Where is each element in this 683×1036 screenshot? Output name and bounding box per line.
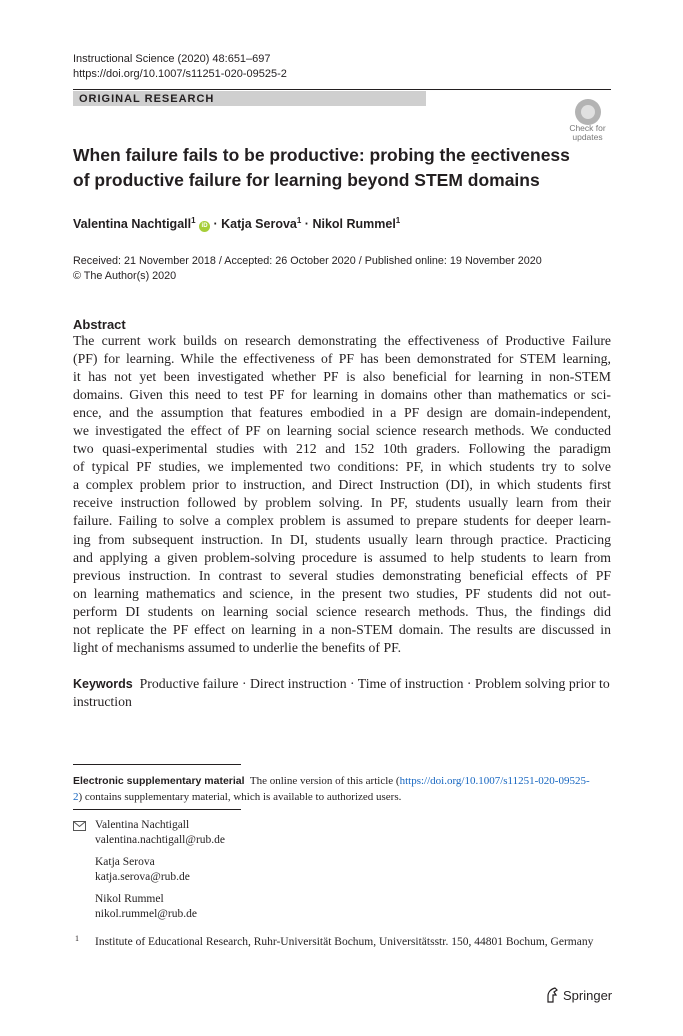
- author-2[interactable]: Katja Serova: [221, 217, 297, 232]
- section-label: ORIGINAL RESEARCH: [79, 93, 215, 105]
- contact-3-name: Nikol Rummel: [95, 893, 164, 905]
- abstract-line: The current work builds on research demonstrating the effectiveness of Productive Failure: [73, 333, 611, 348]
- keywords: [73, 675, 611, 711]
- supplementary-note: [73, 773, 593, 805]
- article-title: [73, 143, 593, 193]
- abstract-line: previous instruction. In contrast to several studies demonstrating beneficial effects of PF: [73, 567, 611, 583]
- publisher-name: Springer: [563, 988, 613, 1003]
- badge-text-line1: Check for: [569, 123, 606, 133]
- author-1-affiliation: 1: [191, 216, 196, 225]
- abstract-line: light of mechanisms assumed to underlie the benefits of PF.: [73, 639, 402, 655]
- affiliation-text: Institute of Educational Research, Ruhr-Universität Bochum, Universitätsstr. 150, 44801 Bochum, Germany: [95, 936, 594, 948]
- badge-text-line2: updates: [572, 132, 603, 142]
- author-3-affiliation: 1: [395, 216, 401, 225]
- contact-1-name: Valentina Nachtigall: [95, 819, 190, 831]
- copyright: © The Author(s) 2020: [73, 270, 177, 282]
- abstract-line: domains. Given this need to test PF for learning in domains other than mathematics or sci-: [73, 387, 611, 403]
- esm-pre: The online version of this article (: [249, 775, 400, 787]
- affiliation-number: 1: [75, 934, 79, 943]
- abstract-line: (PF) for learning. While the effectiveness of PF has been demonstrated for STEM learning,: [73, 351, 611, 367]
- esm-post: ) contains supplementary material, which is available to authorized users.: [78, 791, 402, 803]
- abstract-line: on learning mathematics and science, in the present two studies, PF students did not out-: [73, 585, 611, 601]
- abstract-line: two quasi-experimental studies with 212 and 152 10th graders. Following the paradigm: [73, 441, 611, 457]
- esm-heading: Electronic supplementary material: [73, 775, 245, 787]
- abstract-line: of typical PF studies, we implemented two conditions: PF, in which students try to solve: [73, 459, 611, 475]
- author-separator: ·: [301, 217, 313, 232]
- abstract-line: not replicate the PF effect on learning in a non-STEM domain. The results are discussed in: [73, 621, 611, 637]
- orcid-icon[interactable]: iD: [199, 221, 210, 232]
- contact-2-name: Katja Serova: [95, 856, 155, 868]
- abstract-line: failure. Failing to solve a complex problem is assumed to prepare students for deeper learn-: [73, 513, 611, 529]
- publisher-logo: [545, 987, 612, 1008]
- keywords-list: Productive failure · Direct instruction · Time of instruction · Problem solving prior to instruction: [73, 676, 610, 709]
- abstract-heading: Abstract: [73, 317, 126, 332]
- author-3[interactable]: Nikol Rummel: [312, 217, 396, 232]
- contact-3-email[interactable]: nikol.rummel@rub.de: [95, 908, 197, 920]
- abstract-line: perform DI students on learning social science research methods. Thus, the findings did: [73, 603, 611, 619]
- abstract-line: receive instruction followed by problem solving. In PF, students usually learn from their: [73, 495, 611, 511]
- esm-link[interactable]: https://doi.org/10.1007/s11251-020-09525-2: [73, 775, 590, 803]
- abstract-line: it has not yet been investigated whether PF is also beneficial for learning in non-STEM: [73, 369, 611, 385]
- abstract-line: we investigated the effect of PF on learning social science research methods. We conducted: [73, 423, 611, 439]
- springer-horse-icon: [545, 987, 560, 1008]
- title-line-2: of productive failure for learning beyond STEM domains: [73, 170, 540, 190]
- journal-citation: Instructional Science (2020) 48:651–697: [73, 53, 271, 65]
- top-rule: [73, 89, 611, 90]
- publication-dates: Received: 21 November 2018 / Accepted: 26 October 2020 / Published online: 19 November 2020: [73, 255, 542, 267]
- author-1[interactable]: Valentina Nachtigall: [73, 217, 192, 232]
- footnote-rule-2: [73, 809, 241, 810]
- check-for-updates-icon-inner: [581, 105, 595, 119]
- abstract-body: [73, 332, 611, 657]
- abstract-line: ence, and the assumption that features embodied in a PF design are domain-independent,: [73, 405, 611, 421]
- title-line-1: When failure fails to be productive: probing the e̱ectiveness: [73, 145, 570, 165]
- abstract-line: and applying a given problem-solving procedure is assumed to help students to learn from: [73, 549, 611, 565]
- footnote-rule: [73, 764, 241, 765]
- contact-2-email[interactable]: katja.serova@rub.de: [95, 871, 190, 883]
- author-2-affiliation: 1: [296, 216, 302, 225]
- abstract-line: ing from subsequent instruction. In DI, students usually learn through practice. Practicing: [73, 531, 611, 547]
- abstract-line: a complex problem prior to instruction, and Direct Instruction (DI), in which students first: [73, 477, 611, 493]
- contact-1-email[interactable]: valentina.nachtigall@rub.de: [95, 834, 226, 846]
- author-list: [73, 212, 400, 233]
- keywords-heading: Keywords: [73, 677, 133, 691]
- doi-link[interactable]: https://doi.org/10.1007/s11251-020-09525-2: [73, 68, 287, 80]
- envelope-icon: [73, 820, 86, 834]
- author-separator: ·: [210, 217, 222, 232]
